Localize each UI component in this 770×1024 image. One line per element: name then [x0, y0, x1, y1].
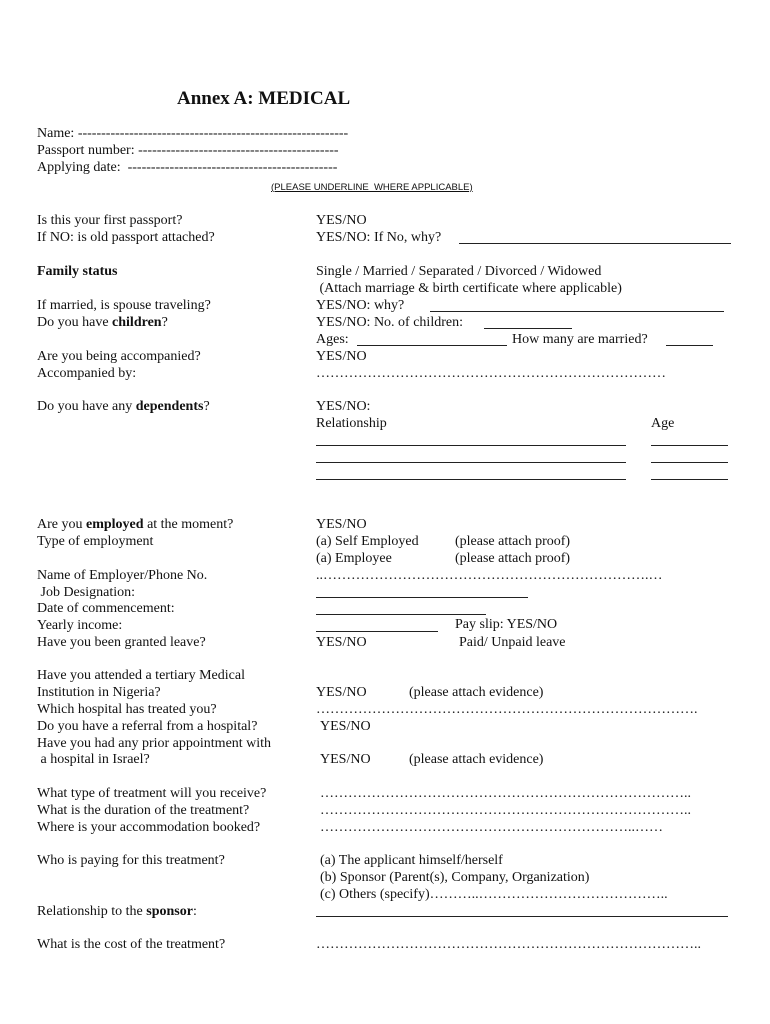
employed-answer[interactable]: YES/NO	[316, 517, 367, 532]
name-field[interactable]: Name: ----------------------------------------------------------	[37, 126, 349, 141]
dependent-age-line[interactable]	[651, 479, 728, 480]
accommodation-question: Where is your accommodation booked?	[37, 820, 261, 835]
old-passport-why-line[interactable]	[459, 243, 731, 244]
dependent-age-line[interactable]	[651, 445, 728, 446]
income-line[interactable]	[316, 631, 438, 632]
cost-field[interactable]: ………………………………………………………………………..	[316, 937, 701, 952]
leave-question: Have you been granted leave?	[37, 635, 206, 650]
accompanied-by-field[interactable]: …………………………………………………………………	[316, 366, 666, 381]
self-employed-option[interactable]: (a) Self Employed	[316, 534, 419, 549]
married-count-line[interactable]	[666, 345, 713, 346]
married-count-label: How many are married?	[512, 332, 648, 347]
payer-question: Who is paying for this treatment?	[37, 853, 225, 868]
relationship-column-header: Relationship	[316, 416, 387, 431]
ages-label: Ages:	[316, 332, 349, 347]
tertiary-question-line2: Institution in Nigeria?	[37, 685, 161, 700]
employee-proof-note: (please attach proof)	[455, 551, 571, 566]
accompanied-by-question: Accompanied by:	[37, 366, 137, 381]
spouse-why-line[interactable]	[430, 311, 724, 312]
spouse-answer[interactable]: YES/NO: why?	[316, 298, 405, 313]
dependent-relationship-line[interactable]	[316, 479, 626, 480]
employer-field[interactable]: ..…………………………………………………………….…	[316, 568, 663, 583]
referral-answer[interactable]: YES/NO	[320, 719, 371, 734]
appointment-answer[interactable]: YES/NO	[320, 752, 371, 767]
hospital-field[interactable]: ……………………………………………………………………….	[316, 702, 698, 717]
job-designation-line[interactable]	[316, 597, 528, 598]
treatment-type-field[interactable]: ……………………………………………………………………..	[320, 786, 691, 801]
self-employed-proof-note: (please attach proof)	[455, 534, 571, 549]
payer-option-others[interactable]: (c) Others (specify)………..…………………………………..	[320, 887, 668, 902]
payslip-answer[interactable]: Pay slip: YES/NO	[455, 617, 558, 632]
age-column-header: Age	[651, 416, 675, 431]
accommodation-field[interactable]: …………………………………………………………..……	[320, 820, 663, 835]
children-question: Do you have children?	[37, 315, 168, 330]
treatment-duration-question: What is the duration of the treatment?	[37, 803, 250, 818]
leave-answer[interactable]: YES/NO	[316, 635, 367, 650]
old-passport-answer[interactable]: YES/NO: If No, why?	[316, 230, 442, 245]
tertiary-question-line1: Have you attended a tertiary Medical	[37, 668, 245, 683]
passport-number-field[interactable]: Passport number: -------------------------------------------	[37, 143, 339, 158]
job-designation-question: Job Designation:	[37, 585, 135, 600]
employed-question: Are you employed at the moment?	[37, 517, 234, 532]
paid-leave-option[interactable]: Paid/ Unpaid leave	[459, 635, 566, 650]
appointment-question-line2: a hospital in Israel?	[37, 752, 150, 767]
page-title: Annex A: MEDICAL	[177, 88, 351, 109]
attach-certificate-note: (Attach marriage & birth certificate where applicable)	[316, 281, 622, 296]
old-passport-question: If NO: is old passport attached?	[37, 230, 215, 245]
dependent-age-line[interactable]	[651, 462, 728, 463]
employee-option[interactable]: (a) Employee	[316, 551, 392, 566]
dependent-relationship-line[interactable]	[316, 462, 626, 463]
dependents-answer[interactable]: YES/NO:	[316, 399, 371, 414]
treatment-duration-field[interactable]: ……………………………………………………………………..	[320, 803, 691, 818]
family-status-options[interactable]: Single / Married / Separated / Divorced / Widowed	[316, 264, 602, 279]
referral-question: Do you have a referral from a hospital?	[37, 719, 258, 734]
income-question: Yearly income:	[37, 618, 123, 633]
hospital-question: Which hospital has treated you?	[37, 702, 217, 717]
cost-question: What is the cost of the treatment?	[37, 937, 226, 952]
accompanied-question: Are you being accompanied?	[37, 349, 201, 364]
applying-date-field[interactable]: Applying date: ---------------------------------------------	[37, 160, 338, 175]
children-count-line[interactable]	[484, 328, 572, 329]
spouse-question: If married, is spouse traveling?	[37, 298, 211, 313]
payer-option-sponsor[interactable]: (b) Sponsor (Parent(s), Company, Organization)	[320, 870, 590, 885]
tertiary-evidence-note: (please attach evidence)	[409, 685, 544, 700]
appointment-evidence-note: (please attach evidence)	[409, 752, 544, 767]
commencement-question: Date of commencement:	[37, 601, 175, 616]
employment-type-question: Type of employment	[37, 534, 154, 549]
sponsor-relationship-question: Relationship to the sponsor:	[37, 904, 197, 919]
employer-question: Name of Employer/Phone No.	[37, 568, 208, 583]
accompanied-answer[interactable]: YES/NO	[316, 349, 367, 364]
family-status-heading: Family status	[37, 264, 118, 279]
underline-instruction: (PLEASE UNDERLINE WHERE APPLICABLE)	[271, 182, 473, 193]
treatment-type-question: What type of treatment will you receive?	[37, 786, 267, 801]
commencement-line[interactable]	[316, 614, 486, 615]
appointment-question-line1: Have you had any prior appointment with	[37, 736, 272, 751]
children-answer[interactable]: YES/NO: No. of children:	[316, 315, 463, 330]
sponsor-relationship-line[interactable]	[316, 916, 728, 917]
dependent-relationship-line[interactable]	[316, 445, 626, 446]
dependents-question: Do you have any dependents?	[37, 399, 210, 414]
first-passport-answer[interactable]: YES/NO	[316, 213, 367, 228]
tertiary-answer[interactable]: YES/NO	[316, 685, 367, 700]
ages-line[interactable]	[357, 345, 507, 346]
first-passport-question: Is this your first passport?	[37, 213, 183, 228]
payer-option-applicant[interactable]: (a) The applicant himself/herself	[320, 853, 503, 868]
